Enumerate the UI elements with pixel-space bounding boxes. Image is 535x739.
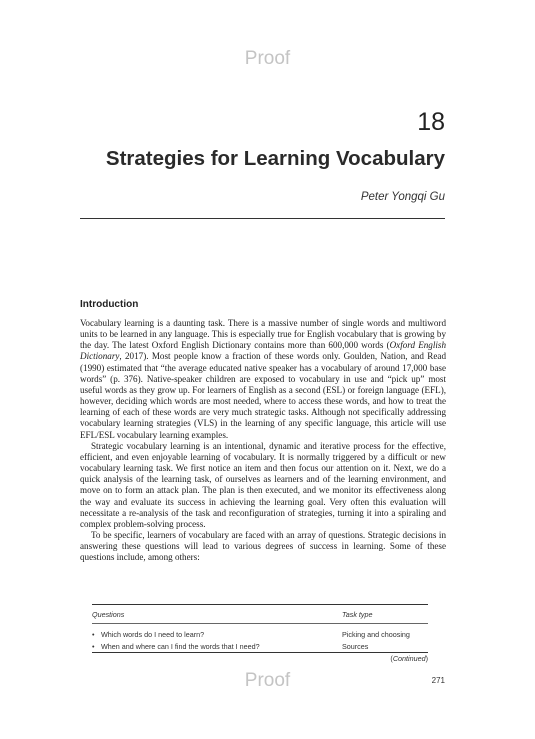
continued-label: Continued <box>392 654 426 663</box>
table-row <box>92 629 428 641</box>
chapter-title: Strategies for Learning Vocabulary <box>105 147 445 170</box>
title-divider <box>80 218 445 219</box>
table-cell-task-type: Picking and choosing <box>342 630 410 640</box>
paragraph-1-part-1: Vocabulary learning is a daunting task. There is a massive number of single words and multiword units to be learned in any language. This is especially true for English vocabulary that is growing by the day. The latest Oxford English Dictionary contains more than 600,000 words ( <box>80 318 446 351</box>
table-row <box>92 641 428 653</box>
section-heading: Introduction <box>80 299 139 310</box>
body-text <box>80 318 446 563</box>
paragraph-1-part-2: , 2017). Most people know a fraction of these words only. Goulden, Nation, and Read (1990) estimated that “the average educated native speaker has a vocabulary of around 17,000 base words” (p. 376). Native-speaker children are exposed to vocabulary in use and “pick up” most useful words as they grow up. For learners of English as a second (ESL) or foreign language (EFL), however, deciding which words are most needed, where to access these words, and how to treat the learning of each of these words are very much strategic tasks. Although not specifically addressing vocabulary learning strategies (VLS) in the learning of any specific language, this article will use EFL/ESL vocabulary learning examples. <box>80 351 446 440</box>
chapter-author: Peter Yongqi Gu <box>360 191 445 203</box>
table-header-questions: Questions <box>92 609 125 619</box>
paragraph-1 <box>80 318 446 441</box>
table-header-rule <box>92 623 428 624</box>
table-cell-question <box>92 642 338 651</box>
page-number: 271 <box>431 676 445 685</box>
citation-title: Oxford English Dictionary <box>80 340 446 362</box>
proof-watermark-top: Proof <box>244 48 291 69</box>
table-header-row <box>92 605 428 623</box>
bullet-icon: • <box>92 641 95 651</box>
question-text: Which words do I need to learn? <box>101 630 205 640</box>
questions-table <box>92 604 428 653</box>
continued-paren-open: ( <box>390 654 393 663</box>
proof-watermark-bottom: Proof <box>244 670 291 691</box>
question-text: When and where can I find the words that I need? <box>101 641 260 651</box>
table-header-task-type: Task type <box>342 609 373 619</box>
table-bottom-rule <box>92 652 428 653</box>
table-cell-task-type: Sources <box>342 641 369 651</box>
paragraph-3: To be specific, learners of vocabulary are faced with an array of questions. Strategic decisions in answering these questions will lead to various degrees of success in learning. Some of these questions include, among others: <box>80 529 446 563</box>
paragraph-2: Strategic vocabulary learning is an intentional, dynamic and iterative process for the effective, efficient, and even enjoyable learning of vocabulary. It is normally triggered by a difficult or new vocabulary learning task. We first notice an item and then focus our attention on it. Next, we do a quick analysis of the learning task, of ourselves as learners and of the learning environment, and move on to form an attack plan. The plan is then executed, and we monitor its effectiveness along the way and evaluate its success in achieving the learning goal. Very often this evaluation will necessitate a re-analysis of the task and reconfiguration of strategies, turning it into a spiraling and complex problem-solving process. <box>80 440 446 529</box>
continued-paren-close: ) <box>425 654 428 663</box>
continued-note <box>390 654 428 663</box>
chapter-number: 18 <box>417 108 445 136</box>
table-cell-question <box>92 630 338 639</box>
bullet-icon: • <box>92 630 95 640</box>
